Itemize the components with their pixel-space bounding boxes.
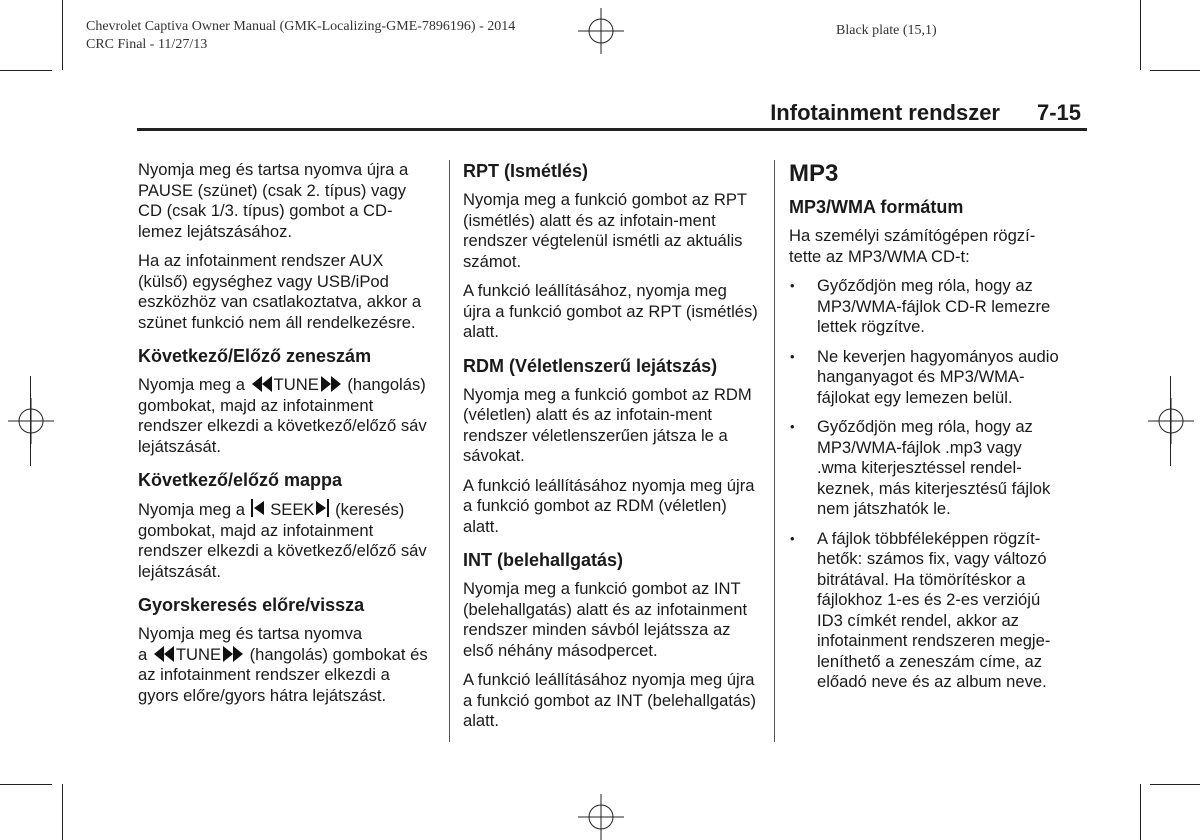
heading-fast-forward-rewind: Gyorskeresés előre/vissza (138, 595, 365, 615)
heading-int: INT (belehallgatás) (463, 550, 624, 570)
paragraph-rpt-stop: A funkció leállításához, nyomja meg újra a funkció gombot az RPT (ismétlés) alatt. (463, 281, 758, 341)
text-fragment: Nyomja meg és tartsa nyomva (138, 624, 363, 643)
rewind-icon (250, 376, 274, 392)
paragraph-rdm-stop: A funkció leállításához nyomja meg újra a funkció gombot az RDM (véletlen) alatt. (463, 475, 755, 536)
text-fragment: Nyomja meg a (138, 375, 250, 394)
paragraph-rdm: Nyomja meg a funkció gombot az RDM (véletlen) alatt és az infotain-ment rendszer véletlenszerűen játsza le a sávokat. (463, 384, 752, 465)
registration-mark-right (1148, 398, 1194, 444)
seek-forward-icon (315, 499, 331, 517)
side-tick-left (30, 376, 31, 466)
text-fragment: (hangolás) gombokat, majd az infotainment rendszer elkezdi a következő/előző sáv lejátszását. (138, 375, 427, 456)
list-item (789, 276, 1061, 338)
heading-rpt: RPT (Ismétlés) (463, 161, 589, 181)
bullet: • (790, 348, 795, 364)
heading-next-prev-folder: Következő/előző mappa (138, 470, 343, 490)
paragraph-seek (138, 499, 430, 582)
crop-mark-br-v (1140, 784, 1141, 840)
print-meta-line1: Chevrolet Captiva Owner Manual (GMK-Localizing-GME-7896196) - 2014 (86, 19, 516, 34)
crop-mark-bl-v (62, 784, 63, 840)
column-3 (789, 160, 1061, 702)
list-item (789, 417, 1061, 520)
tune-label: TUNE (175, 644, 222, 664)
column-divider-1 (449, 160, 450, 742)
rewind-icon (152, 646, 176, 662)
paragraph-pause: Nyomja meg és tartsa nyomva újra a PAUSE (szünet) (csak 2. típus) vagy CD (csak 1/3. típus) gombot a CD-lemez lejátszásához. (138, 160, 409, 241)
crop-mark-tr-v (1140, 0, 1141, 70)
crop-mark-tr-h (1150, 70, 1200, 71)
column-1 (138, 160, 430, 715)
seek-label: SEEK (270, 500, 315, 519)
crop-mark-tl-h (0, 70, 52, 71)
column-divider-2 (774, 160, 775, 742)
paragraph-mp3-intro: Ha személyi számítógépen rögzí-tette az MP3/WMA CD-t: (789, 226, 1036, 266)
text-fragment: (keresés) gombokat, majd az infotainment rendszer elkezdi a következő/előző sáv lejátszását. (138, 500, 427, 581)
list-item-text: Ne keverjen hagyományos audio hanganyagot és MP3/WMA-fájlokat egy lemezen belül. (817, 346, 1059, 407)
print-meta-line2: CRC Final - 11/27/13 (86, 37, 208, 52)
text-fragment: Nyomja meg a (138, 500, 250, 519)
page-number: 7-15 (1037, 100, 1082, 125)
text-fragment: (hangolás) gombokat és az infotainment rendszer elkezdi a gyors előre/gyors hátra lejátszást. (138, 644, 428, 705)
list-item (789, 529, 1061, 693)
bullet: • (790, 278, 795, 293)
column-2 (463, 160, 758, 741)
list-item-text: Győződjön meg róla, hogy az MP3/WMA-fájlok .mp3 vagy .wma kiterjesztéssel rendel-keznek, más kiterjesztésű fájlok nem játszhatók le. (817, 417, 1051, 518)
bullet: • (790, 419, 795, 434)
bullet: • (790, 530, 795, 546)
fast-forward-icon (319, 376, 343, 392)
paragraph-int: Nyomja meg a funkció gombot az INT (belehallgatás) alatt és az infotainment rendszer minden sávból lejátssza az első néhány másodpercet. (463, 579, 748, 660)
list-item (789, 347, 1061, 409)
plate-label: Black plate (15,1) (836, 23, 937, 38)
paragraph-rpt: Nyomja meg a funkció gombot az RPT (ismétlés) alatt és az infotain-ment rendszer végtelenül ismétli az aktuális számot. (463, 190, 747, 271)
list-item-text: A fájlok többféleképpen rögzít-hetők: számos fix, vagy változó bitrátával. Ha tömörítéskor a fájlokhoz 1-es és 2-es verziójú ID3 címkét rendel, akkor az infotainment rendszeren megje-leníthető a zeneszám címe, az előadó neve és az album neve. (817, 528, 1051, 691)
crop-mark-bl-h (0, 784, 52, 785)
section-title: Infotainment rendszer (770, 100, 1000, 125)
crop-mark-tl-v (62, 0, 63, 70)
mp3-bullet-list (789, 276, 1061, 693)
side-tick-right (1170, 376, 1171, 466)
paragraph-aux: Ha az infotainment rendszer AUX (külső) egységhez vagy USB/iPod eszközhöz van csatlakoztatva, akkor a szünet funkció nem áll rendelkezésre. (138, 251, 422, 332)
paragraph-tune (138, 375, 430, 457)
fast-forward-icon (221, 646, 245, 662)
list-item-text: Győződjön meg róla, hogy az MP3/WMA-fájlok CD-R lemezre lettek rögzítve. (817, 276, 1051, 336)
paragraph-fast-seek (138, 624, 430, 706)
heading-rdm: RDM (Véletlenszerű lejátszás) (463, 355, 718, 376)
heading-mp3-wma-format: MP3/WMA formátum (789, 197, 964, 217)
heading-mp3: MP3 (789, 160, 839, 187)
heading-next-prev-track: Következő/Előző zeneszám (138, 346, 372, 366)
registration-mark-bottom (578, 794, 624, 840)
header-rule (137, 128, 1087, 131)
seek-back-icon (250, 499, 266, 517)
text-fragment: a (138, 644, 152, 664)
crop-mark-br-h (1150, 784, 1200, 785)
paragraph-int-stop: A funkció leállításához nyomja meg újra a funkció gombot az INT (belehallgatás) alatt. (463, 670, 757, 730)
registration-mark-top (578, 8, 624, 54)
registration-mark-left (8, 398, 54, 444)
tune-label: TUNE (273, 375, 319, 394)
